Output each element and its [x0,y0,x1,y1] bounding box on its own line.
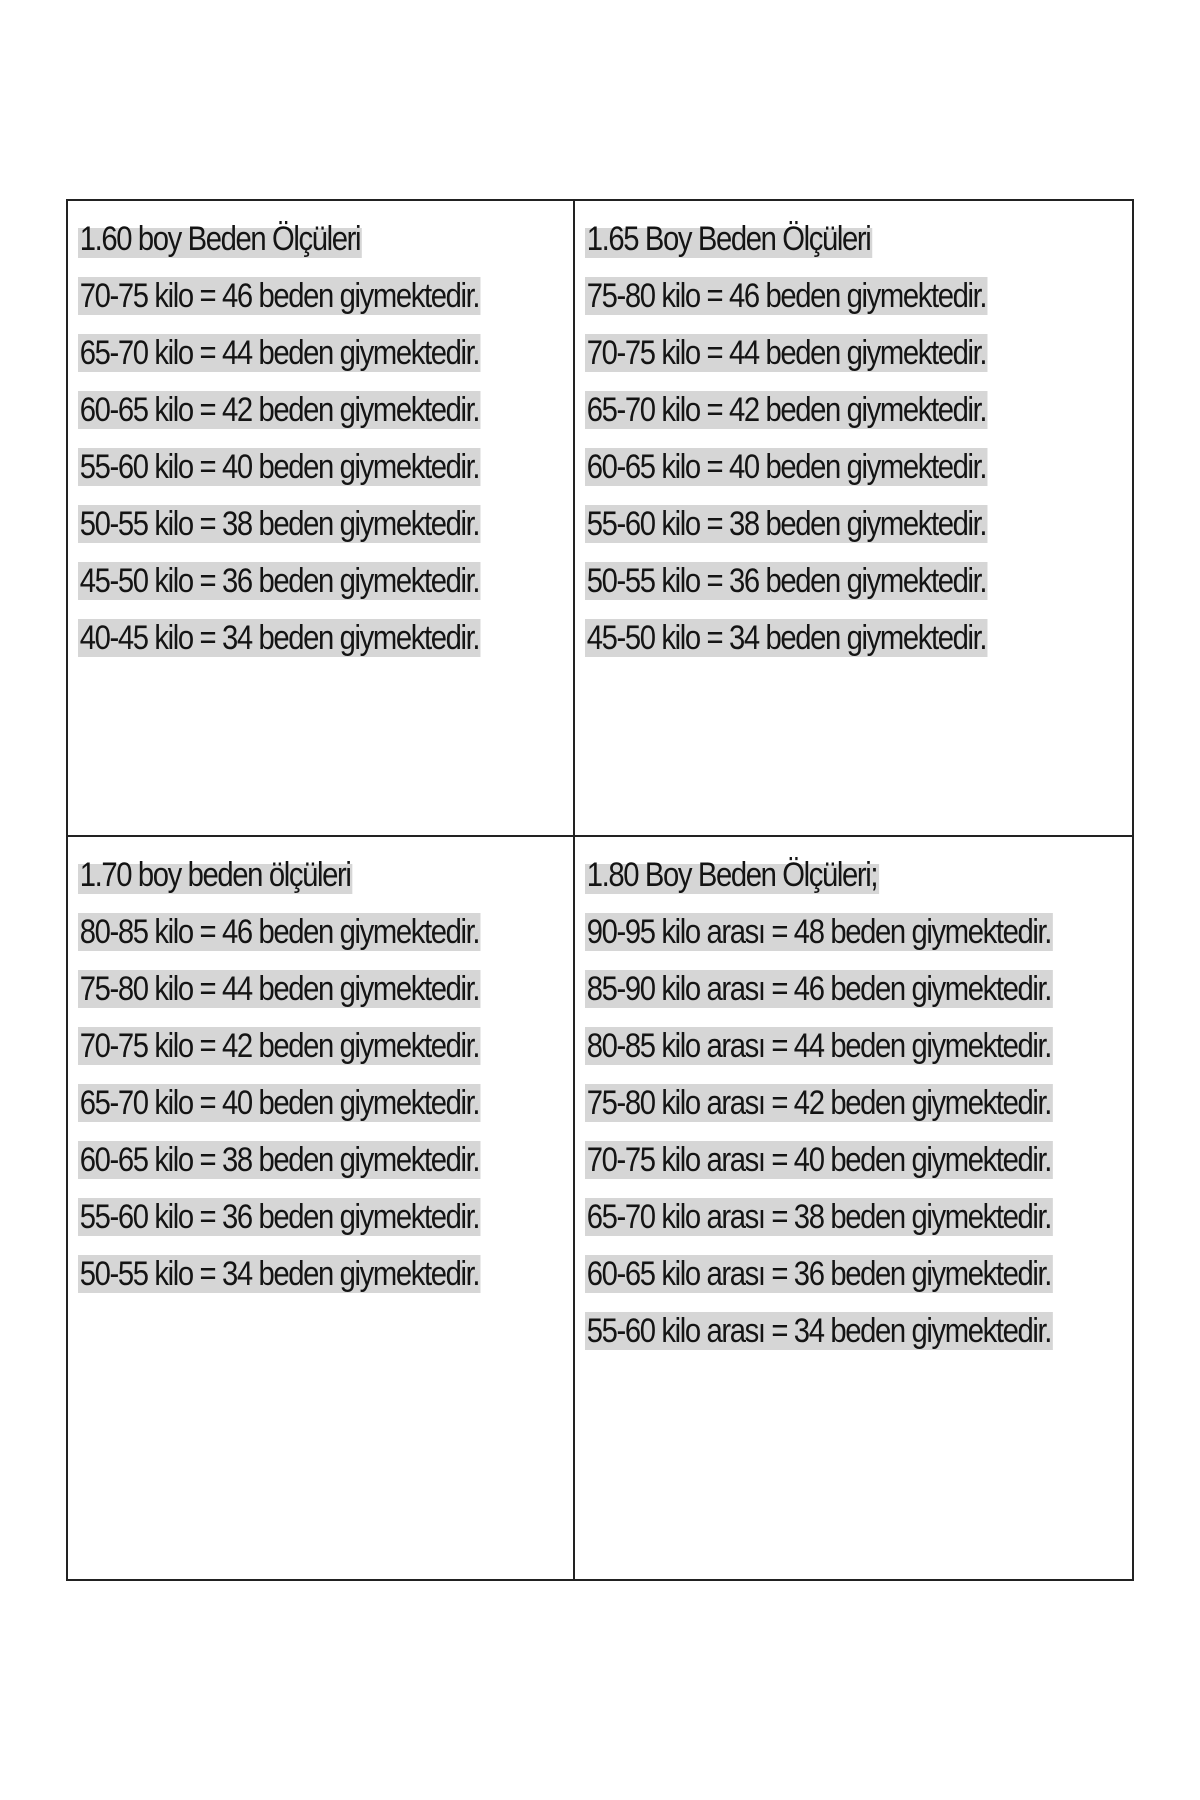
size-line: 70-75 kilo = 46 beden giymektedir. [79,277,480,315]
cell-height-170 [68,837,575,1579]
size-line: 85-90 kilo arası = 46 beden giymektedir. [586,970,1052,1008]
cell-height-180 [575,837,1132,1579]
cell-title: 1.70 boy beden ölçüleri [79,856,351,894]
size-line: 60-65 kilo arası = 36 beden giymektedir. [586,1255,1052,1293]
size-line: 60-65 kilo = 38 beden giymektedir. [79,1141,480,1179]
size-line: 45-50 kilo = 36 beden giymektedir. [79,562,480,600]
size-line: 70-75 kilo arası = 40 beden giymektedir. [586,1141,1052,1179]
size-line: 75-80 kilo arası = 42 beden giymektedir. [586,1084,1052,1122]
size-line: 80-85 kilo arası = 44 beden giymektedir. [586,1027,1052,1065]
size-line: 65-70 kilo = 40 beden giymektedir. [79,1084,480,1122]
size-line: 60-65 kilo = 40 beden giymektedir. [586,448,987,486]
size-line: 55-60 kilo arası = 34 beden giymektedir. [586,1312,1052,1350]
size-line: 65-70 kilo arası = 38 beden giymektedir. [586,1198,1052,1236]
size-line: 65-70 kilo = 42 beden giymektedir. [586,391,987,429]
size-line: 55-60 kilo = 40 beden giymektedir. [79,448,480,486]
size-chart-table [66,199,1134,1581]
cell-height-160 [68,201,575,837]
cell-title: 1.65 Boy Beden Ölçüleri [586,220,871,258]
size-line: 65-70 kilo = 44 beden giymektedir. [79,334,480,372]
size-line: 50-55 kilo = 36 beden giymektedir. [586,562,987,600]
size-line: 80-85 kilo = 46 beden giymektedir. [79,913,480,951]
size-line: 50-55 kilo = 34 beden giymektedir. [79,1255,480,1293]
size-line: 50-55 kilo = 38 beden giymektedir. [79,505,480,543]
cell-height-165 [575,201,1132,837]
size-line: 55-60 kilo = 38 beden giymektedir. [586,505,987,543]
size-line: 70-75 kilo = 44 beden giymektedir. [586,334,987,372]
size-line: 60-65 kilo = 42 beden giymektedir. [79,391,480,429]
size-line: 70-75 kilo = 42 beden giymektedir. [79,1027,480,1065]
size-line: 55-60 kilo = 36 beden giymektedir. [79,1198,480,1236]
cell-title: 1.80 Boy Beden Ölçüleri; [586,856,878,894]
cell-title: 1.60 boy Beden Ölçüleri [79,220,361,258]
size-line: 40-45 kilo = 34 beden giymektedir. [79,619,480,657]
size-line: 75-80 kilo = 44 beden giymektedir. [79,970,480,1008]
size-line: 75-80 kilo = 46 beden giymektedir. [586,277,987,315]
size-line: 45-50 kilo = 34 beden giymektedir. [586,619,987,657]
size-line: 90-95 kilo arası = 48 beden giymektedir. [586,913,1052,951]
